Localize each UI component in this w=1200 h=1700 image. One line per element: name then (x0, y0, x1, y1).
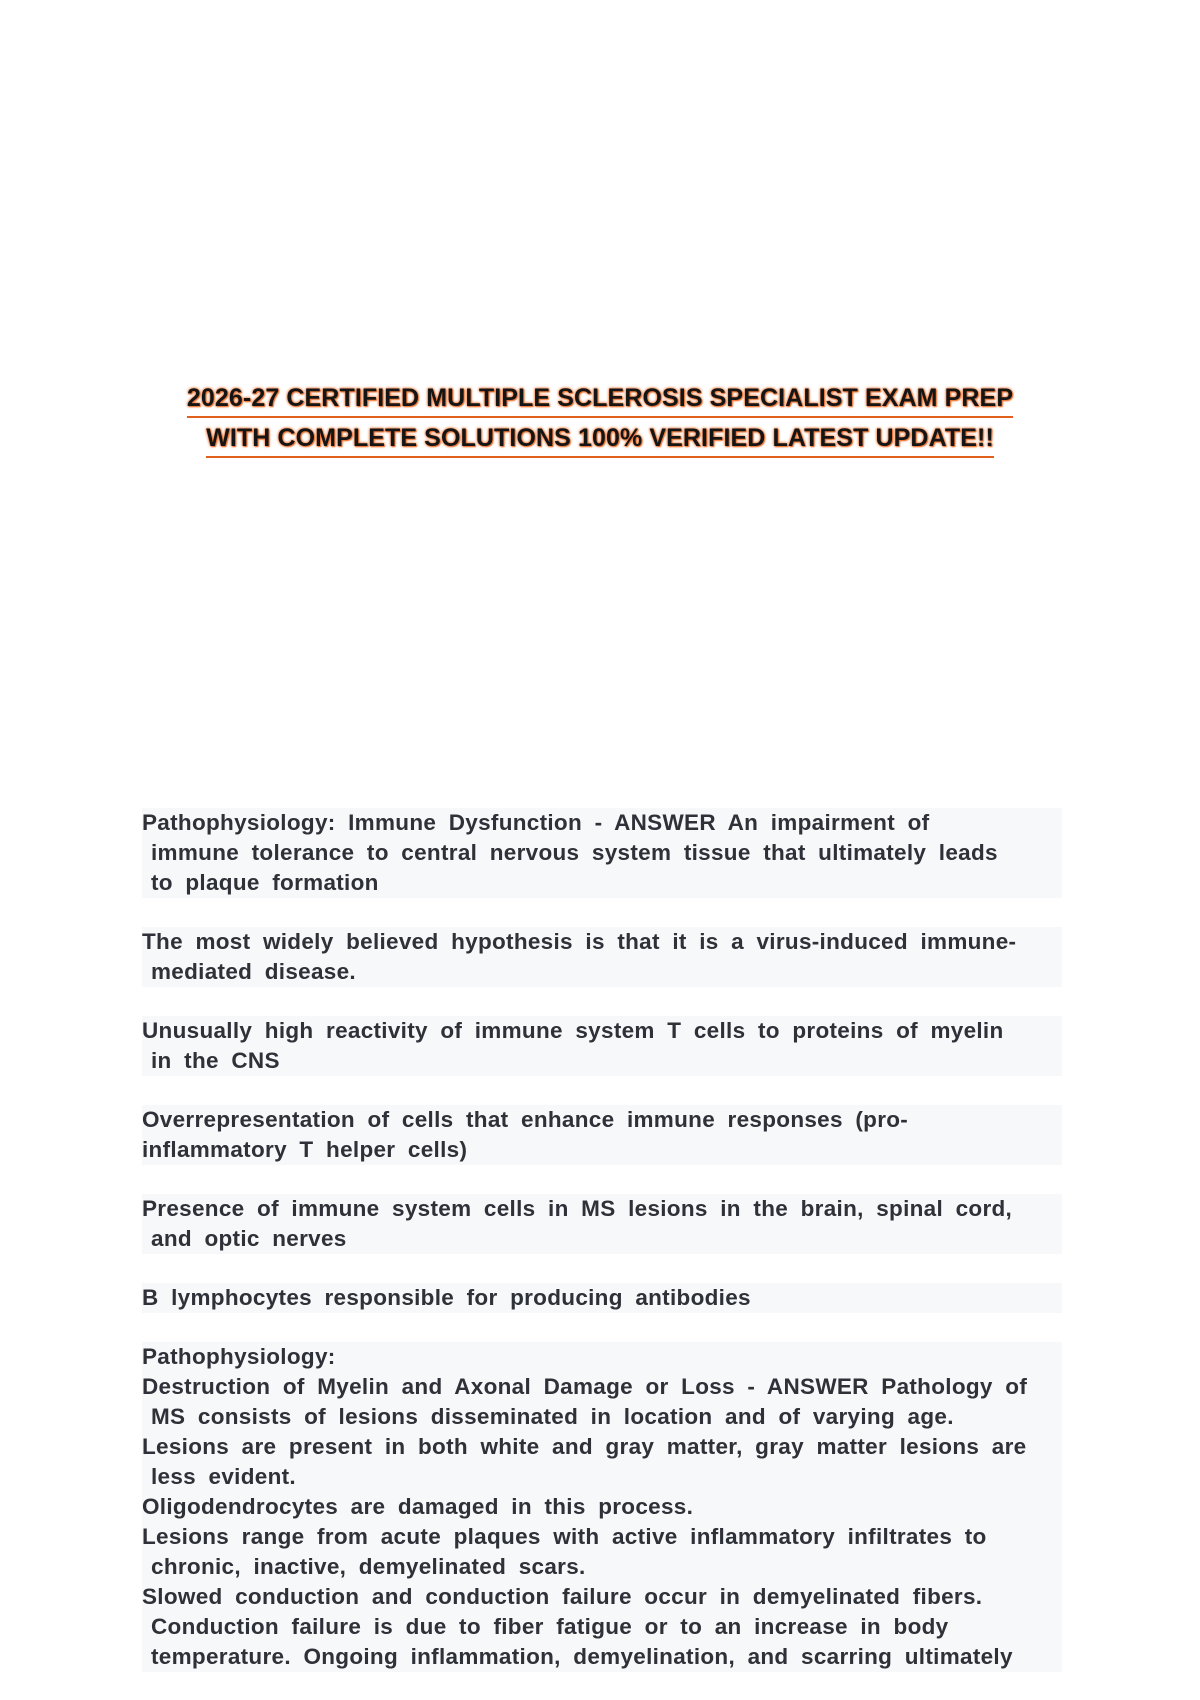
text-line: in the CNS (142, 1046, 1062, 1076)
text-line: Pathophysiology: Immune Dysfunction - ANSWER An impairment of (142, 808, 1062, 838)
text-line: Unusually high reactivity of immune system T cells to proteins of myelin (142, 1016, 1062, 1046)
paragraph-immune-dysfunction (142, 808, 1062, 898)
paragraph-immune-cells-lesions (142, 1194, 1062, 1254)
text-line: MS consists of lesions disseminated in location and of varying age. (142, 1402, 1062, 1432)
paragraph-overrepresentation (142, 1105, 1062, 1165)
text-line: Pathophysiology: (142, 1342, 1062, 1372)
text-line: Slowed conduction and conduction failure occur in demyelinated fibers. (142, 1582, 1062, 1612)
text-line: temperature. Ongoing inflammation, demyelination, and scarring ultimately (142, 1642, 1062, 1672)
text-line: Oligodendrocytes are damaged in this process. (142, 1492, 1062, 1522)
title-line-1: 2026-27 CERTIFIED MULTIPLE SCLEROSIS SPECIALIST EXAM PREP (187, 380, 1013, 418)
text-line: Lesions are present in both white and gray matter, gray matter lesions are (142, 1432, 1062, 1462)
paragraph-myelin-destruction (142, 1342, 1062, 1672)
document-body (142, 808, 1062, 1672)
text-line: less evident. (142, 1462, 1062, 1492)
text-line: Presence of immune system cells in MS lesions in the brain, spinal cord, (142, 1194, 1062, 1224)
document-title (0, 380, 1200, 460)
paragraph-t-cell-reactivity (142, 1016, 1062, 1076)
text-line: Lesions range from acute plaques with active inflammatory infiltrates to (142, 1522, 1062, 1552)
text-line: mediated disease. (142, 957, 1062, 987)
text-line: chronic, inactive, demyelinated scars. (142, 1552, 1062, 1582)
paragraph-virus-hypothesis (142, 927, 1062, 987)
text-line: Conduction failure is due to fiber fatigue or to an increase in body (142, 1612, 1062, 1642)
paragraph-b-lymphocytes (142, 1283, 1062, 1313)
text-line: The most widely believed hypothesis is that it is a virus-induced immune- (142, 927, 1062, 957)
text-line: Destruction of Myelin and Axonal Damage or Loss - ANSWER Pathology of (142, 1372, 1062, 1402)
text-line: Overrepresentation of cells that enhance immune responses (pro- (142, 1105, 1062, 1135)
text-line: to plaque formation (142, 868, 1062, 898)
text-line: and optic nerves (142, 1224, 1062, 1254)
text-line: inflammatory T helper cells) (142, 1135, 1062, 1165)
text-line: immune tolerance to central nervous system tissue that ultimately leads (142, 838, 1062, 868)
text-line: B lymphocytes responsible for producing antibodies (142, 1283, 1062, 1313)
title-line-2: WITH COMPLETE SOLUTIONS 100% VERIFIED LATEST UPDATE!! (206, 420, 994, 458)
